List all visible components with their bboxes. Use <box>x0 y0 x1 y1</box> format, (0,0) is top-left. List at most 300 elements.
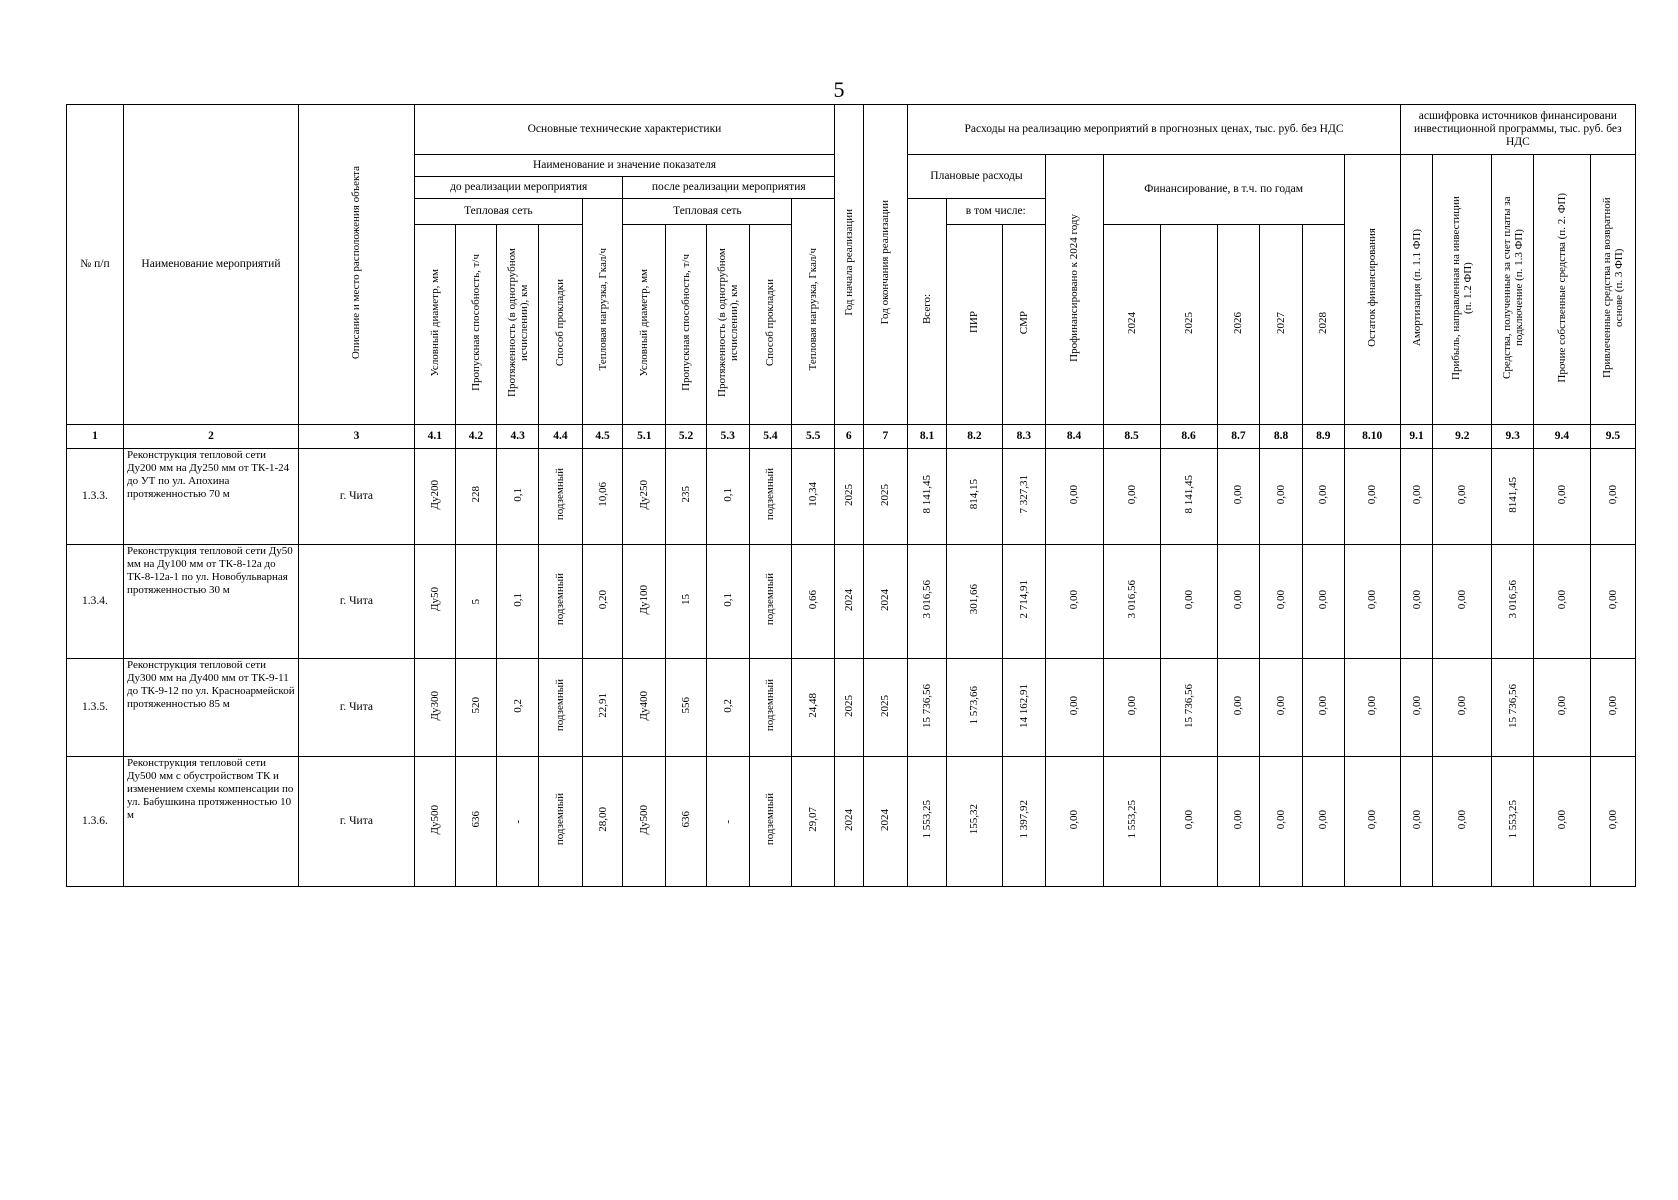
fin-2027-value: 0,00 <box>1275 589 1288 610</box>
connection-cell <box>1492 545 1534 659</box>
smr-value: 1 397,92 <box>1017 800 1030 839</box>
pir-value: 301,66 <box>968 584 981 615</box>
row-number-cell: 1.3.6. <box>67 757 124 887</box>
index-cell: 1 <box>67 425 124 449</box>
header-financing-years: Финансирование, в т.ч. по годам <box>1103 155 1344 225</box>
index-cell: 8.6 <box>1160 425 1217 449</box>
smr-value: 7 327,31 <box>1017 475 1030 514</box>
index-cell: 7 <box>863 425 908 449</box>
own-value: 0,00 <box>1555 809 1568 830</box>
header-network-before: Тепловая сеть <box>414 199 582 225</box>
diameter-after-value: Ду400 <box>638 690 651 721</box>
end-year-value: 2024 <box>879 588 892 611</box>
end-year-cell <box>863 449 908 545</box>
measure-name-cell: Реконструкция тепловой сети Ду200 мм на Ду250 мм от ТК-1-24 до УТ по ул. Апохина протяженностью 70 м <box>123 449 298 545</box>
total-cell <box>908 659 947 757</box>
connection-value: 8141,45 <box>1506 476 1519 513</box>
header-year-2025: 2025 <box>1160 225 1217 425</box>
borrowed-value: 0,00 <box>1606 695 1619 716</box>
laying-before-value: подземный <box>554 468 567 521</box>
length-before-value: 0,2 <box>511 698 524 713</box>
header-tech: Основные технические характеристики <box>414 105 834 155</box>
capacity-after-value: 15 <box>680 594 693 605</box>
laying-after-value: подземный <box>764 468 777 521</box>
laying-after-value: подземный <box>764 793 777 846</box>
smr-cell <box>1002 659 1045 757</box>
table-row <box>67 545 1636 659</box>
diameter-after-cell <box>623 545 666 659</box>
fin-2027-cell <box>1260 545 1303 659</box>
diameter-after-value: Ду500 <box>638 804 651 835</box>
header-sources: асшифровка источников финансировани инвестиционной программы, тыс. руб. без НДС <box>1400 105 1635 155</box>
amort-cell <box>1400 449 1433 545</box>
profit-value: 0,00 <box>1456 589 1469 610</box>
smr-value: 14 162,91 <box>1017 683 1030 728</box>
remainder-cell <box>1344 659 1400 757</box>
profit-value: 0,00 <box>1456 695 1469 716</box>
start-year-cell <box>835 757 863 887</box>
load-before-cell <box>582 659 623 757</box>
pir-cell <box>946 545 1002 659</box>
connection-cell <box>1492 659 1534 757</box>
fin-2025-cell <box>1160 659 1217 757</box>
header-capacity-after: Пропускная способность, т/ч <box>666 225 707 425</box>
header-network-after: Тепловая сеть <box>623 199 792 225</box>
diameter-after-value: Ду250 <box>638 479 651 510</box>
header-row-1 <box>67 105 1636 155</box>
laying-after-cell <box>749 449 792 545</box>
fin-2026-value: 0,00 <box>1232 589 1245 610</box>
header-start-year: Год начала реализации <box>835 105 863 425</box>
fin-2024-cell <box>1103 659 1160 757</box>
index-cell: 6 <box>835 425 863 449</box>
load-before-value: 10,06 <box>596 482 609 507</box>
fin-2028-cell <box>1302 659 1344 757</box>
connection-cell <box>1492 449 1534 545</box>
fin-2026-cell <box>1217 545 1260 659</box>
borrowed-value: 0,00 <box>1606 484 1619 505</box>
total-value: 1 553,25 <box>921 800 934 839</box>
smr-cell <box>1002 757 1045 887</box>
header-pir: ПИР <box>946 225 1002 425</box>
laying-before-value: подземный <box>554 679 567 732</box>
total-value: 15 736,56 <box>921 683 934 728</box>
fin-2028-cell <box>1302 449 1344 545</box>
remainder-value: 0,00 <box>1366 589 1379 610</box>
header-borrowed: Привлеченные средства на возвратной основе (п. 3 ФП) <box>1590 155 1635 425</box>
own-cell <box>1534 659 1591 757</box>
laying-before-cell <box>539 659 583 757</box>
header-remainder: Остаток финансирования <box>1344 155 1400 425</box>
header-year-2026: 2026 <box>1217 225 1260 425</box>
start-year-cell <box>835 545 863 659</box>
header-own: Прочие собственные средства (п. 2. ФП) <box>1534 155 1591 425</box>
length-after-value: 0,2 <box>721 698 734 713</box>
header-length-before: Протяженность (в однотрубном исчислении), км <box>497 225 539 425</box>
fin-2027-value: 0,00 <box>1275 484 1288 505</box>
diameter-before-value: Ду50 <box>428 587 441 612</box>
laying-after-value: подземный <box>764 679 777 732</box>
location-cell: г. Чита <box>298 545 414 659</box>
capacity-after-cell <box>666 449 707 545</box>
index-cell: 4.5 <box>582 425 623 449</box>
fin-2027-value: 0,00 <box>1275 695 1288 716</box>
fin-2024-value: 0,00 <box>1125 695 1138 716</box>
capacity-after-value: 235 <box>680 486 693 503</box>
prefinanced-value: 0,00 <box>1068 589 1081 610</box>
load-before-cell <box>582 449 623 545</box>
remainder-value: 0,00 <box>1366 484 1379 505</box>
pir-cell <box>946 659 1002 757</box>
table-row <box>67 757 1636 887</box>
fin-2028-value: 0,00 <box>1317 809 1330 830</box>
prefinanced-value: 0,00 <box>1068 695 1081 716</box>
header-incl: в том числе: <box>946 199 1045 225</box>
row-number-cell: 1.3.4. <box>67 545 124 659</box>
total-cell <box>908 449 947 545</box>
fin-2026-value: 0,00 <box>1232 484 1245 505</box>
fin-2025-cell <box>1160 449 1217 545</box>
header-prefinanced: Профинансировано к 2024 году <box>1045 155 1103 425</box>
header-planned: Плановые расходы <box>908 155 1045 199</box>
laying-before-cell <box>539 545 583 659</box>
header-costs: Расходы на реализацию мероприятий в прогнозных ценах, тыс. руб. без НДС <box>908 105 1400 155</box>
fin-2025-cell <box>1160 545 1217 659</box>
fin-2028-value: 0,00 <box>1317 695 1330 716</box>
length-after-value: - <box>721 820 734 824</box>
pir-value: 155,32 <box>968 804 981 835</box>
load-before-value: 0,20 <box>596 589 609 610</box>
profit-value: 0,00 <box>1456 809 1469 830</box>
location-cell: г. Чита <box>298 449 414 545</box>
laying-before-value: подземный <box>554 573 567 626</box>
end-year-cell <box>863 757 908 887</box>
end-year-value: 2025 <box>879 483 892 506</box>
laying-before-cell <box>539 757 583 887</box>
start-year-value: 2025 <box>842 483 855 506</box>
header-num: № п/п <box>67 105 124 425</box>
total-value: 8 141,45 <box>921 475 934 514</box>
index-cell: 8.9 <box>1302 425 1344 449</box>
length-after-cell <box>706 545 749 659</box>
index-cell: 4.3 <box>497 425 539 449</box>
fin-2025-value: 0,00 <box>1182 809 1195 830</box>
index-cell: 5.4 <box>749 425 792 449</box>
measure-name-cell: Реконструкция тепловой сети Ду300 мм на Ду400 мм от ТК-9-11 до ТК-9-12 по ул. Красноармейской протяженностью 85 м <box>123 659 298 757</box>
fin-2028-value: 0,00 <box>1317 589 1330 610</box>
index-cell: 9.4 <box>1534 425 1591 449</box>
index-cell: 9.3 <box>1492 425 1534 449</box>
own-cell <box>1534 545 1591 659</box>
fin-2028-value: 0,00 <box>1317 484 1330 505</box>
header-load-before: Тепловая нагрузка, Гкал/ч <box>582 199 623 425</box>
index-cell: 8.7 <box>1217 425 1260 449</box>
header-location: Описание и место расположения объекта <box>298 105 414 425</box>
borrowed-cell <box>1590 757 1635 887</box>
index-cell: 8.10 <box>1344 425 1400 449</box>
index-cell: 9.1 <box>1400 425 1433 449</box>
remainder-value: 0,00 <box>1366 809 1379 830</box>
capacity-after-cell <box>666 659 707 757</box>
connection-value: 3 016,56 <box>1506 580 1519 619</box>
index-cell: 5.1 <box>623 425 666 449</box>
fin-2024-cell <box>1103 757 1160 887</box>
fin-2024-cell <box>1103 545 1160 659</box>
capacity-after-value: 556 <box>680 697 693 714</box>
diameter-before-cell <box>414 449 455 545</box>
header-end-year: Год окончания реализации <box>863 105 908 425</box>
profit-cell <box>1433 545 1492 659</box>
index-cell: 9.2 <box>1433 425 1492 449</box>
fin-2027-cell <box>1260 757 1303 887</box>
prefinanced-value: 0,00 <box>1068 809 1081 830</box>
borrowed-cell <box>1590 449 1635 545</box>
location-cell: г. Чита <box>298 757 414 887</box>
table-row <box>67 659 1636 757</box>
total-value: 3 016,56 <box>921 580 934 619</box>
own-value: 0,00 <box>1555 589 1568 610</box>
laying-after-cell <box>749 757 792 887</box>
prefinanced-cell <box>1045 659 1103 757</box>
length-before-value: - <box>511 820 524 824</box>
index-cell: 8.5 <box>1103 425 1160 449</box>
fin-2024-value: 3 016,56 <box>1125 580 1138 619</box>
length-before-cell <box>497 659 539 757</box>
pir-cell <box>946 757 1002 887</box>
investment-table <box>66 104 1636 887</box>
borrowed-value: 0,00 <box>1606 589 1619 610</box>
prefinanced-cell <box>1045 757 1103 887</box>
end-year-cell <box>863 659 908 757</box>
index-cell: 3 <box>298 425 414 449</box>
own-value: 0,00 <box>1555 695 1568 716</box>
header-diameter-after: Условный диаметр, мм <box>623 225 666 425</box>
fin-2024-cell <box>1103 449 1160 545</box>
end-year-value: 2025 <box>879 694 892 717</box>
load-after-cell <box>792 449 835 545</box>
header-laying-after: Способ прокладки <box>749 225 792 425</box>
smr-cell <box>1002 449 1045 545</box>
end-year-value: 2024 <box>879 808 892 831</box>
header-connection: Средства, полученные за счет платы за подключение (п. 1.3 ФП) <box>1492 155 1534 425</box>
amort-value: 0,00 <box>1410 809 1423 830</box>
capacity-before-cell <box>455 449 497 545</box>
pir-value: 1 573,66 <box>968 686 981 725</box>
borrowed-cell <box>1590 545 1635 659</box>
profit-cell <box>1433 659 1492 757</box>
fin-2026-cell <box>1217 449 1260 545</box>
amort-cell <box>1400 757 1433 887</box>
borrowed-cell <box>1590 659 1635 757</box>
fin-2025-value: 15 736,56 <box>1182 683 1195 728</box>
capacity-before-cell <box>455 545 497 659</box>
connection-cell <box>1492 757 1534 887</box>
fin-2024-value: 0,00 <box>1125 484 1138 505</box>
header-diameter-before: Условный диаметр, мм <box>414 225 455 425</box>
laying-after-cell <box>749 659 792 757</box>
length-before-value: 0,1 <box>511 592 524 607</box>
connection-value: 15 736,56 <box>1506 683 1519 728</box>
header-profit: Прибыль, направленная на инвестиции (п. 1.2 ФП) <box>1433 155 1492 425</box>
capacity-before-cell <box>455 757 497 887</box>
remainder-cell <box>1344 545 1400 659</box>
header-capacity-before: Пропускная способность, т/ч <box>455 225 497 425</box>
fin-2026-value: 0,00 <box>1232 695 1245 716</box>
page-number: 5 <box>833 77 845 102</box>
remainder-cell <box>1344 449 1400 545</box>
prefinanced-value: 0,00 <box>1068 484 1081 505</box>
measure-name-cell: Реконструкция тепловой сети Ду50 мм на Ду100 мм от ТК-8-12а до ТК-8-12а-1 по ул. Новобульварная протяженностью 30 м <box>123 545 298 659</box>
index-cell: 5.5 <box>792 425 835 449</box>
load-before-cell <box>582 757 623 887</box>
index-cell: 5.2 <box>666 425 707 449</box>
laying-after-value: подземный <box>764 573 777 626</box>
load-after-cell <box>792 757 835 887</box>
borrowed-value: 0,00 <box>1606 809 1619 830</box>
index-cell: 8.8 <box>1260 425 1303 449</box>
index-cell: 2 <box>123 425 298 449</box>
prefinanced-cell <box>1045 545 1103 659</box>
diameter-before-cell <box>414 545 455 659</box>
laying-after-cell <box>749 545 792 659</box>
load-before-cell <box>582 545 623 659</box>
amort-cell <box>1400 659 1433 757</box>
amort-value: 0,00 <box>1410 695 1423 716</box>
capacity-before-value: 228 <box>469 486 482 503</box>
total-cell <box>908 545 947 659</box>
start-year-cell <box>835 449 863 545</box>
start-year-cell <box>835 659 863 757</box>
length-before-value: 0,1 <box>511 487 524 502</box>
smr-value: 2 714,91 <box>1017 580 1030 619</box>
start-year-value: 2024 <box>842 808 855 831</box>
index-cell: 8.1 <box>908 425 947 449</box>
table-row <box>67 449 1636 545</box>
index-cell: 4.4 <box>539 425 583 449</box>
header-year-2028: 2028 <box>1302 225 1344 425</box>
index-cell: 4.2 <box>455 425 497 449</box>
start-year-value: 2025 <box>842 694 855 717</box>
amort-value: 0,00 <box>1410 484 1423 505</box>
own-cell <box>1534 449 1591 545</box>
capacity-after-cell <box>666 545 707 659</box>
fin-2025-value: 0,00 <box>1182 589 1195 610</box>
fin-2028-cell <box>1302 545 1344 659</box>
pir-cell <box>946 449 1002 545</box>
fin-2027-cell <box>1260 449 1303 545</box>
diameter-before-cell <box>414 757 455 887</box>
load-after-cell <box>792 545 835 659</box>
profit-cell <box>1433 757 1492 887</box>
connection-value: 1 553,25 <box>1506 800 1519 839</box>
load-after-value: 10,34 <box>807 482 820 507</box>
start-year-value: 2024 <box>842 588 855 611</box>
capacity-after-value: 636 <box>680 811 693 828</box>
length-after-cell <box>706 757 749 887</box>
fin-2025-value: 8 141,45 <box>1182 475 1195 514</box>
load-after-cell <box>792 659 835 757</box>
smr-cell <box>1002 545 1045 659</box>
length-after-value: 0,1 <box>721 592 734 607</box>
length-after-value: 0,1 <box>721 487 734 502</box>
profit-cell <box>1433 449 1492 545</box>
fin-2024-value: 1 553,25 <box>1125 800 1138 839</box>
diameter-before-value: Ду200 <box>428 479 441 510</box>
load-before-value: 28,00 <box>596 807 609 832</box>
fin-2026-value: 0,00 <box>1232 809 1245 830</box>
index-cell: 8.2 <box>946 425 1002 449</box>
index-cell: 9.5 <box>1590 425 1635 449</box>
header-amort: Амортизация (п. 1.1 ФП) <box>1400 155 1433 425</box>
index-cell: 4.1 <box>414 425 455 449</box>
capacity-before-value: 636 <box>469 811 482 828</box>
own-value: 0,00 <box>1555 484 1568 505</box>
header-smr: СМР <box>1002 225 1045 425</box>
index-cell: 8.4 <box>1045 425 1103 449</box>
header-length-after: Протяженность (в однотрубном исчислении), км <box>706 225 749 425</box>
header-year-2027: 2027 <box>1260 225 1303 425</box>
capacity-before-value: 5 <box>469 598 482 604</box>
length-before-cell <box>497 757 539 887</box>
remainder-value: 0,00 <box>1366 695 1379 716</box>
diameter-before-value: Ду300 <box>428 690 441 721</box>
fin-2027-cell <box>1260 659 1303 757</box>
total-cell <box>908 757 947 887</box>
row-number-cell: 1.3.5. <box>67 659 124 757</box>
amort-cell <box>1400 545 1433 659</box>
end-year-cell <box>863 545 908 659</box>
diameter-after-value: Ду100 <box>638 584 651 615</box>
diameter-after-cell <box>623 757 666 887</box>
prefinanced-cell <box>1045 449 1103 545</box>
index-row <box>67 425 1636 449</box>
load-after-value: 29,07 <box>807 807 820 832</box>
laying-before-value: подземный <box>554 793 567 846</box>
pir-value: 814,15 <box>968 479 981 510</box>
capacity-before-cell <box>455 659 497 757</box>
length-before-cell <box>497 449 539 545</box>
fin-2026-cell <box>1217 659 1260 757</box>
header-indicator: Наименование и значение показателя <box>414 155 834 177</box>
header-year-2024: 2024 <box>1103 225 1160 425</box>
load-before-value: 22,91 <box>596 693 609 718</box>
fin-2027-value: 0,00 <box>1275 809 1288 830</box>
header-name: Наименование мероприятий <box>123 105 298 425</box>
fin-2025-cell <box>1160 757 1217 887</box>
index-cell: 5.3 <box>706 425 749 449</box>
load-after-value: 0,66 <box>807 589 820 610</box>
profit-value: 0,00 <box>1456 484 1469 505</box>
load-after-value: 24,48 <box>807 693 820 718</box>
measure-name-cell: Реконструкция тепловой сети Ду500 мм с обустройством ТК и изменением схемы компенсации по ул. Бабушкина протяженностью 10 м <box>123 757 298 887</box>
index-cell: 8.3 <box>1002 425 1045 449</box>
capacity-before-value: 520 <box>469 697 482 714</box>
length-after-cell <box>706 449 749 545</box>
diameter-after-cell <box>623 659 666 757</box>
header-before: до реализации мероприятия <box>414 177 623 199</box>
amort-value: 0,00 <box>1410 589 1423 610</box>
diameter-before-value: Ду500 <box>428 804 441 835</box>
header-total: Всего: <box>908 199 947 425</box>
diameter-before-cell <box>414 659 455 757</box>
capacity-after-cell <box>666 757 707 887</box>
length-before-cell <box>497 545 539 659</box>
fin-2028-cell <box>1302 757 1344 887</box>
header-after: после реализации мероприятия <box>623 177 835 199</box>
remainder-cell <box>1344 757 1400 887</box>
length-after-cell <box>706 659 749 757</box>
own-cell <box>1534 757 1591 887</box>
